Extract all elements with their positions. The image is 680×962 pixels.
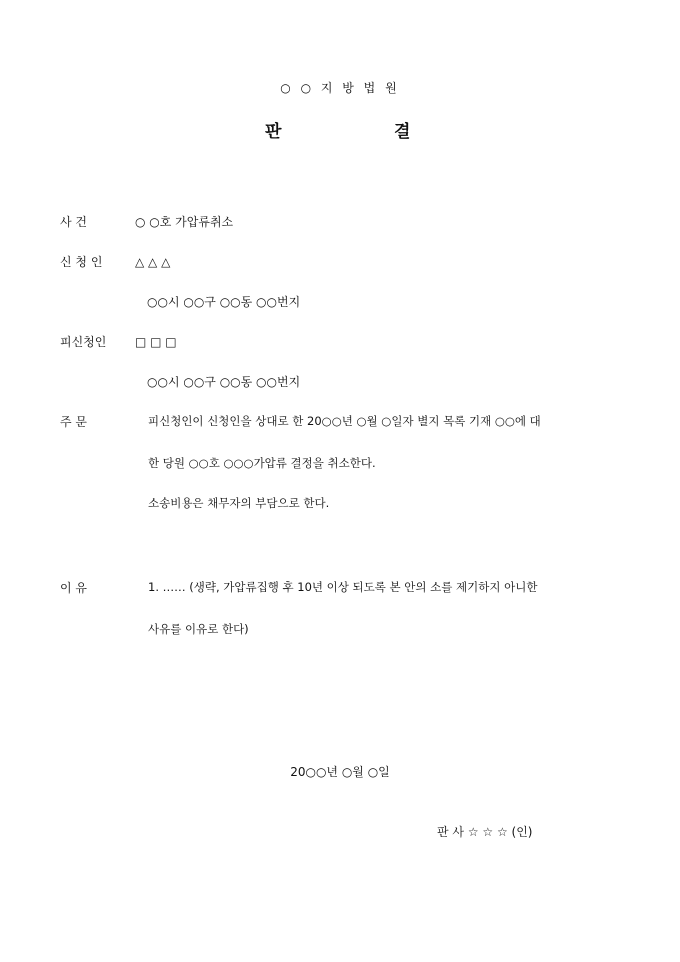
respondent-name: □ □ □ (135, 335, 177, 349)
order-line: 피신청인이 신청인을 상대로 한 20○○년 ○월 ○일자 별지 목록 기재 ○○에 대 (148, 414, 541, 428)
applicant-name: △ △ △ (135, 255, 171, 269)
court-name: ○ ○ 지 방 법 원 (280, 81, 400, 95)
order-line: 소송비용은 채무자의 부담으로 한다. (148, 496, 330, 510)
document-title-left: 판 (265, 122, 282, 142)
judge-signature: 판 사 ☆ ☆ ☆ (인) (437, 825, 533, 839)
reason-line: 사유를 이유로 한다) (148, 622, 249, 636)
order-line: 한 당원 ○○호 ○○○가압류 결정을 취소한다. (148, 456, 376, 470)
order-label: 주 문 (60, 415, 87, 429)
respondent-address: ○○시 ○○구 ○○동 ○○번지 (147, 375, 301, 389)
reason-label: 이 유 (60, 581, 87, 595)
case-label: 사 건 (60, 215, 87, 229)
document-title-right: 결 (394, 122, 411, 142)
applicant-label: 신 청 인 (60, 255, 103, 269)
reason-line: 1. …… (생략, 가압류집행 후 10년 이상 되도록 본 안의 소를 제기하지 아니한 (148, 580, 538, 594)
judgment-date: 20○○년 ○월 ○일 (290, 765, 390, 779)
applicant-address: ○○시 ○○구 ○○동 ○○번지 (147, 295, 301, 309)
respondent-label: 피신청인 (60, 335, 107, 349)
case-value: ○ ○호 가압류취소 (135, 215, 234, 229)
